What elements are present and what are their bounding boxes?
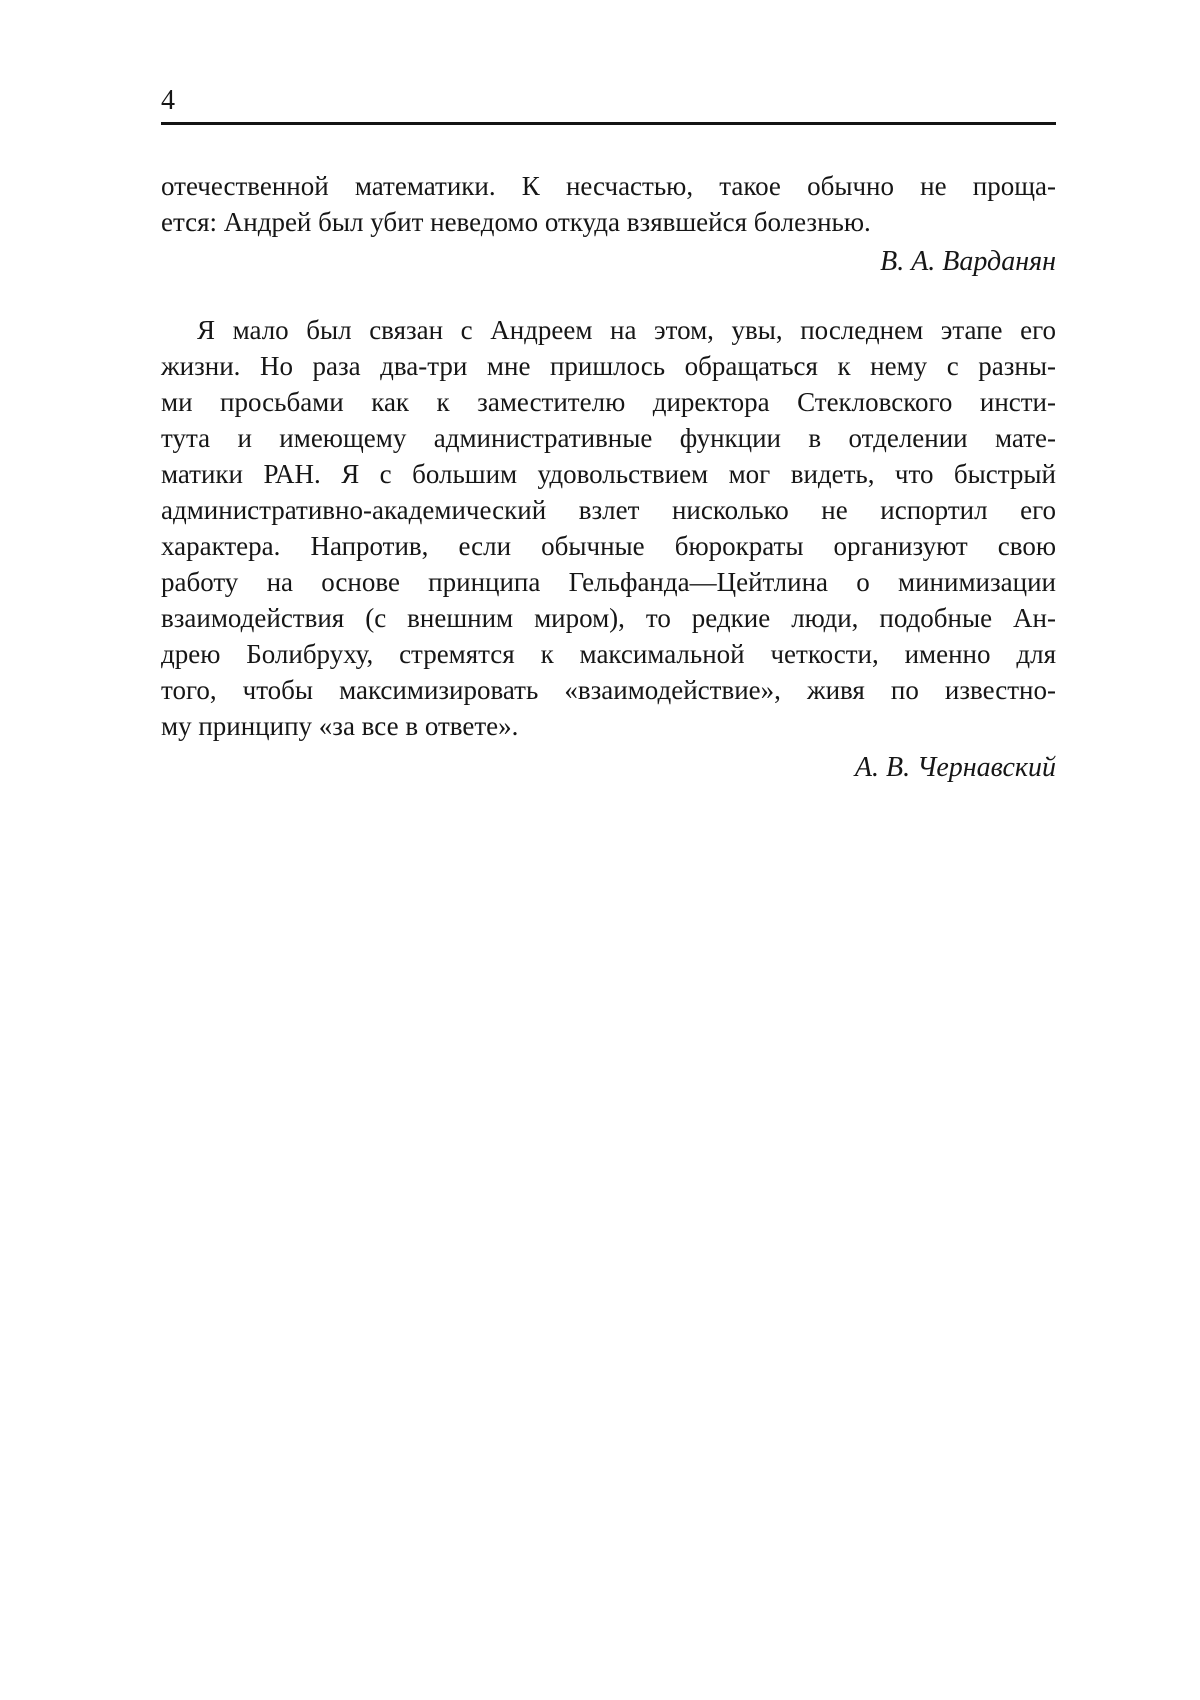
running-head <box>161 86 1056 125</box>
signature: А. В. Чернавский <box>854 752 1056 783</box>
paragraph-line: отечественной математики. К несчастью, такое обычно не проща- <box>161 171 1056 201</box>
signature: В. А. Варданян <box>880 246 1056 277</box>
paragraph-line: ется: Андрей был убит неведомо откуда взявшейся болезнью. <box>161 207 871 237</box>
paragraph-line: му принципу «за все в ответе». <box>161 711 519 741</box>
paragraph-line: административно-академический взлет нисколько не испортил его <box>161 495 1056 525</box>
paragraph-line: Я мало был связан с Андреем на этом, увы, последнем этапе его <box>197 315 1056 345</box>
page-number: 4 <box>161 85 175 116</box>
paragraph-line: характера. Напротив, если обычные бюрократы организуют свою <box>161 531 1056 561</box>
paragraph-line: того, чтобы максимизировать «взаимодействие», живя по известно- <box>161 675 1056 705</box>
paragraph-line: жизни. Но раза два-три мне пришлось обращаться к нему с разны- <box>161 351 1056 381</box>
paragraph-line: работу на основе принципа Гельфанда—Цейтлина о минимизации <box>161 567 1056 597</box>
paragraph-line: тута и имеющему административные функции в отделении мате- <box>161 423 1056 453</box>
paragraph-line: матики РАН. Я с большим удовольствием мог видеть, что быстрый <box>161 459 1056 489</box>
paragraph <box>161 168 1056 240</box>
paragraph-line: ми просьбами как к заместителю директора Стекловского инсти- <box>161 387 1056 417</box>
paragraph-line: взаимодействия (с внешним миром), то редкие люди, подобные Ан- <box>161 603 1056 633</box>
paragraph <box>161 312 1056 744</box>
paragraph-line: дрею Болибруху, стремятся к максимальной четкости, именно для <box>161 639 1056 669</box>
page-text-body <box>161 168 1056 786</box>
